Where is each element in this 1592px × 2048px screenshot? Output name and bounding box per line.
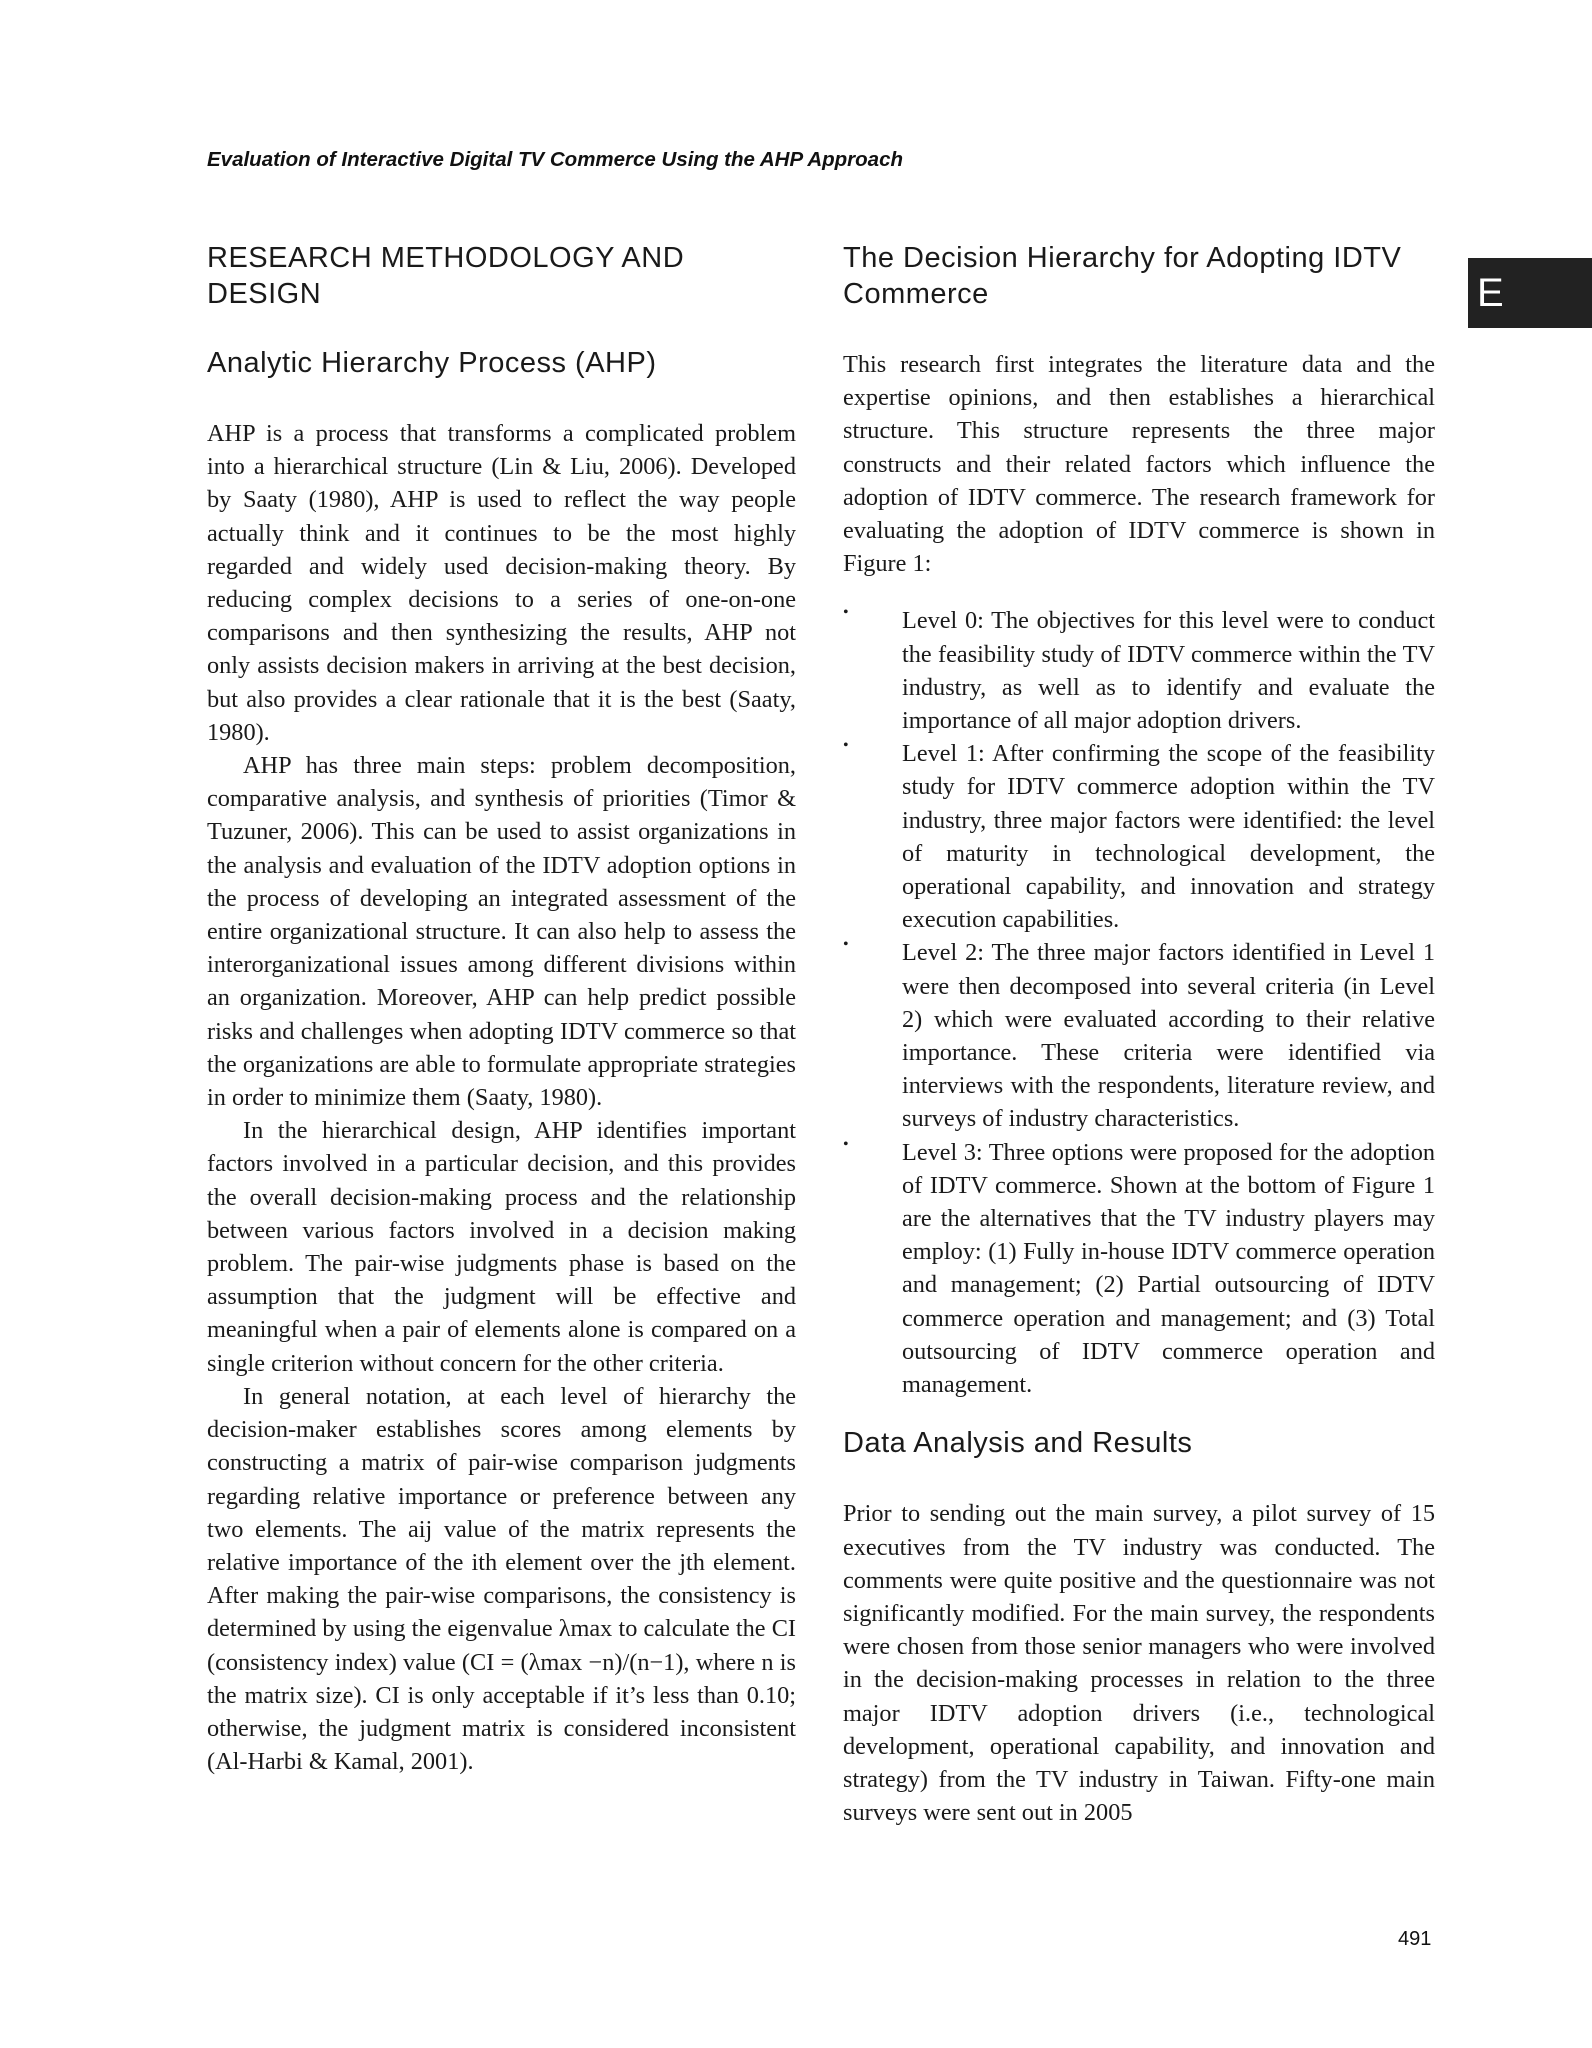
running-header: Evaluation of Interactive Digital TV Commerce Using the AHP Approach (207, 148, 903, 171)
paragraph-general-notation: In general notation, at each level of hierarchy the decision-maker establishes scores among elements by constructing a matrix of pair-wise comparison judgments regarding relative importance or preference between any two elements. The aij value of the matrix represents the relative importance of the ith element over the jth element. After making the pair-wise comparisons, the consistency is determined by using the eigenvalue λmax to calculate the CI (consistency index) value (CI = (λmax −n)/(n−1), where n is the matrix size). CI is only acceptable if it’s less than 0.10; otherwise, the judgment matrix is considered inconsistent (Al-Harbi & Kamal, 2001). (207, 1382, 796, 1776)
list-item (843, 737, 1435, 936)
list-item (843, 1136, 1435, 1402)
section-tab-marker (1468, 258, 1592, 328)
section-heading-decision-hierarchy: The Decision Hierarchy for Adopting IDTV Commerce (843, 242, 1402, 310)
bullet-glyph: • (843, 604, 849, 622)
paragraph-hierarchical-design: In the hierarchical design, AHP identifies important factors involved in a particular decision, and this provides the overall decision-making process and the relationship between various factors involved in a decision making problem. The pair-wise judgments phase is based on the assumption that the judgment will be effective and meaningful when a pair of elements alone is compared on a single criterion without concern for the other criteria. (207, 1117, 796, 1377)
subsection-heading-data-analysis: Data Analysis and Results (843, 1427, 1193, 1460)
list-item-text: Level 3: Three options were proposed for the adoption of IDTV commerce. Shown at the bottom of Figure 1 are the alternatives that the TV industry players may employ: (1) Fully in-house IDTV commerce operation and management; (2) Partial outsourcing of IDTV commerce operation and management; and (3) Total outsourcing of IDTV commerce operation and management. (902, 1138, 1435, 1399)
left-column (207, 240, 796, 1778)
list-item-text: Level 2: The three major factors identified in Level 1 were then decomposed into several criteria (in Level 2) which were evaluated according to their relative importance. These criteria were identified via interviews with the respondents, literature review, and surveys of industry characteristics. (902, 939, 1435, 1133)
subsection-heading-ahp: Analytic Hierarchy Process (AHP) (207, 347, 657, 379)
list-item (843, 936, 1435, 1135)
bullet-glyph: • (843, 737, 849, 755)
paragraph-hierarchy-intro: This research first integrates the literature data and the expertise opinions, and then establishes a hierarchical structure. This structure represents the three major constructs and their related factors which influence the adoption of IDTV commerce. The research framework for evaluating the adoption of IDTV commerce is shown in Figure 1: (843, 351, 1435, 578)
bullet-glyph: • (843, 1135, 849, 1153)
right-column (843, 240, 1435, 1829)
paragraph-ahp-steps: AHP has three main steps: problem decomposition, comparative analysis, and synthesis of priorities (Timor & Tuzuner, 2006). This can be used to assist organizations in the analysis and evaluation of the IDTV adoption options in the process of developing an integrated assessment of the entire organizational structure. It can also help to assess the interorganizational issues among different divisions within an organization. Moreover, AHP can help predict possible risks and challenges when adopting IDTV commerce so that the organizations are able to formulate appropriate strategies in order to minimize them (Saaty, 1980). (207, 752, 796, 1112)
level-list (843, 604, 1435, 1401)
page-number: 491 (1398, 1928, 1432, 1950)
paragraph-ahp-intro: AHP is a process that transforms a complicated problem into a hierarchical structure (Lin & Liu, 2006). Developed by Saaty (1980), AHP is used to reflect the way people actually think and it continues to be the most highly regarded and widely used decision-making theory. By reducing complex decisions to a series of one-on-one comparisons and then synthesizing the results, AHP not only assists decision makers in arriving at the best decision, but also provides a clear rationale that it is the best (Saaty, 1980). (207, 420, 796, 746)
section-heading-methodology: RESEARCH METHODOLOGY AND DESIGN (207, 242, 685, 310)
list-item-text: Level 1: After confirming the scope of the feasibility study for IDTV commerce adoption within the TV industry, three major factors were identified: the level of maturity in technological development, the operational capability, and innovation and strategy execution capabilities. (902, 740, 1435, 934)
paragraph-pilot-survey: Prior to sending out the main survey, a pilot survey of 15 executives from the TV industry was conducted. The comments were quite positive and the questionnaire was not significantly modified. For the main survey, the respondents were chosen from those senior managers who were involved in the decision-making processes in relation to the three major IDTV adoption drivers (i.e., technological development, operational capability, and innovation and strategy) from the TV industry in Taiwan. Fifty-one main surveys were sent out in 2005 (843, 1500, 1435, 1827)
list-item (843, 604, 1435, 737)
bullet-glyph: • (843, 936, 849, 954)
list-item-text: Level 0: The objectives for this level were to conduct the feasibility study of IDTV commerce within the TV industry, as well as to identify and evaluate the importance of all major adoption drivers. (902, 607, 1435, 735)
section-tab-letter: E (1477, 271, 1504, 315)
